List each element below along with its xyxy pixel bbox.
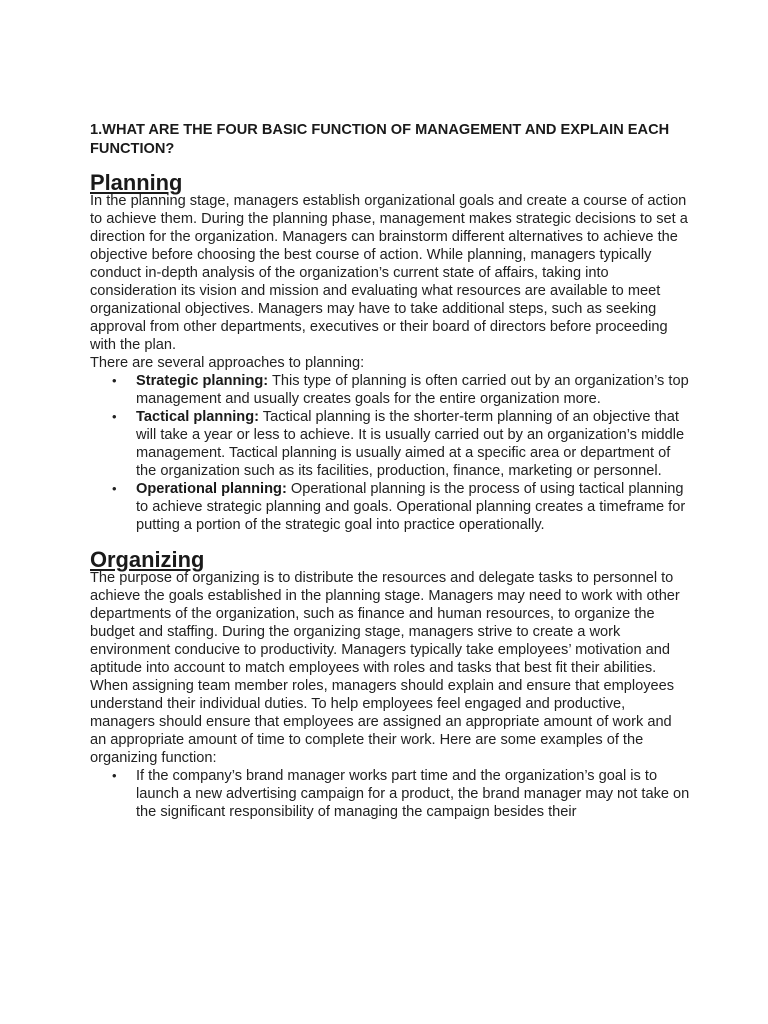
list-item [112, 767, 690, 821]
approach-text: Operational planning is the process of using tactical planning to achieve strategic planning and goals. Operational planning creates a timeframe for putting a portion of the strategic goal into practice operationally. [136, 481, 686, 533]
planning-paragraph: In the planning stage, managers establish organizational goals and create a course of action to achieve them. During the planning phase, management makes strategic decisions to set a direction for the organization. Managers can brainstorm different alternatives to achieve the objective before choosing the best course of action. While planning, managers typically conduct in-depth analysis of the organization’s current state of affairs, taking into consideration its vision and mission and evaluating what resources are available to meet organizational objectives. Managers may have to take additional steps, such as seeking approval from other departments, executives or their board of directors before proceeding with the plan. [90, 193, 688, 353]
approach-text: Tactical planning is the shorter-term planning of an objective that will take a year or less to achieve. It is usually carried out by an organization’s middle management. Tactical planning is usually aimed at a specific area or department of the organization such as its facilities, production, finance, marketing or personnel. [136, 409, 685, 479]
section-heading-organizing: Organizing [90, 547, 205, 572]
planning-approaches-intro: There are several approaches to planning: [90, 355, 365, 371]
example-text: If the company’s brand manager works part time and the organization’s goal is to launch a new advertising campaign for a product, the brand manager may not take on the significant responsibility of managing the campaign besides their [136, 768, 690, 820]
approach-term: Tactical planning: [136, 409, 259, 425]
bullet-icon: • [112, 373, 117, 388]
section-heading-planning: Planning [90, 170, 183, 195]
organizing-paragraph: The purpose of organizing is to distribute the resources and delegate tasks to personnel to achieve the goals established in the planning stage. Managers may need to work with other departments of the organization, such as finance and human resources, to organize the budget and staffing. During the organizing stage, managers strive to create a work environment conducive to productivity. Managers typically take employees’ motivation and aptitude into account to match employees with roles and tasks that best fit their abilities. When assigning team member roles, managers should explain and ensure that employees understand their individual duties. To help employees feel engaged and productive, managers should ensure that employees are assigned an appropriate amount of work and an appropriate amount of time to complete their work. Here are some examples of the organizing function: [90, 570, 680, 766]
document-content [90, 121, 690, 821]
planning-approaches-list [90, 372, 690, 534]
list-item [112, 372, 690, 408]
approach-text: This type of planning is often carried out by an organization’s top management and usually creates goals for the entire organization more. [136, 373, 689, 407]
approach-term: Strategic planning: [136, 373, 269, 389]
approach-term: Operational planning: [136, 481, 287, 497]
list-item [112, 408, 690, 480]
document-title: 1.WHAT ARE THE FOUR BASIC FUNCTION OF MANAGEMENT AND EXPLAIN EACH FUNCTION? [90, 122, 670, 157]
organizing-examples-list [90, 767, 690, 821]
bullet-icon: • [112, 768, 117, 783]
list-item [112, 480, 690, 534]
bullet-icon: • [112, 481, 117, 496]
bullet-icon: • [112, 409, 117, 424]
